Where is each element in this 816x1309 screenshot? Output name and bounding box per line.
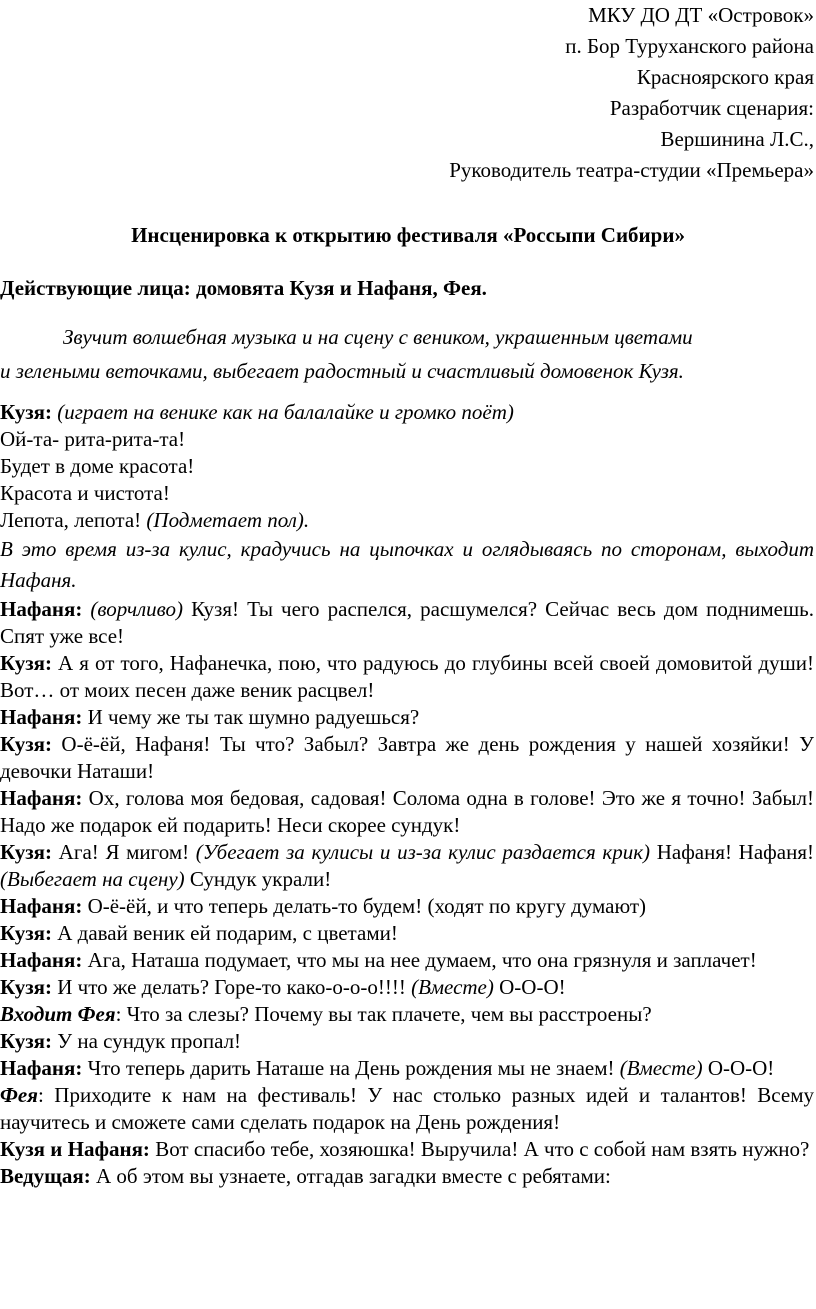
dialogue-text: Кузя! Ты чего распелся, расшумелся? Сейчас весь дом поднимешь. Спят уже все!	[0, 597, 814, 648]
dialogue-text: Ох, голова моя бедовая, садовая! Солома одна в голове! Это же я точно! Забыл! Надо же подарок ей подарить! Неси скорее сундук!	[0, 786, 814, 837]
script-line	[0, 1082, 814, 1136]
dialogue-text: А давай веник ей подарим, с цветами!	[52, 921, 398, 945]
speaker-name: Кузя и Нафаня:	[0, 1137, 150, 1161]
speaker-name: Кузя:	[0, 1029, 52, 1053]
script-line	[0, 1136, 814, 1163]
script-line	[0, 1001, 814, 1028]
header-line: п. Бор Туруханского района	[565, 34, 814, 58]
stage-direction: (Вместе)	[619, 1056, 703, 1080]
dialogue-text: О-ё-ёй, Нафаня! Ты что? Забыл? Завтра же день рождения у нашей хозяйки! У девочки Наташи!	[0, 732, 814, 783]
dialogue-text: : Что за слезы? Почему вы так плачете, чем вы расстроены?	[115, 1002, 652, 1026]
dialogue-text: О-О-О!	[493, 975, 566, 999]
dialogue-text: Ага! Я мигом!	[52, 840, 196, 864]
script-line	[0, 1163, 814, 1190]
dialogue-text: У на сундук пропал!	[52, 1029, 242, 1053]
speaker-name: Кузя:	[0, 921, 52, 945]
dialogue-text: Ага, Наташа подумает, что мы на нее думаем, что она грязнуля и заплачет!	[82, 948, 757, 972]
document-header	[449, 0, 814, 186]
stage-direction: (Подметает пол).	[146, 508, 310, 532]
cast-list: Действующие лица: домовята Кузя и Нафаня, Фея.	[0, 276, 487, 300]
header-line: Руководитель театра-студии «Премьера»	[449, 158, 814, 182]
header-line: Вершинина Л.С.,	[660, 127, 814, 151]
script-line	[0, 1055, 814, 1082]
stage-direction: (Вместе)	[411, 975, 494, 999]
stage-direction: (ворчливо)	[82, 597, 183, 621]
dialogue-text: О-О-О!	[702, 1056, 775, 1080]
speaker-name: Нафаня:	[0, 894, 83, 918]
speaker-name: Кузя:	[0, 840, 52, 864]
stage-direction: (играет на венике как на балалайке и громко поёт)	[52, 400, 514, 424]
speaker-name: Кузя:	[0, 732, 52, 756]
script-line	[0, 1028, 814, 1055]
speaker-name: Ведущая:	[0, 1164, 91, 1188]
song-line	[0, 507, 814, 534]
script-body	[0, 399, 814, 1190]
stage-direction-paragraph: В это время из-за кулис, крадучись на цыпочках и оглядываясь по сторонам, выходит Нафаня.	[0, 537, 814, 592]
speaker-name: Кузя:	[0, 400, 52, 424]
stage-direction: (Убегает за кулисы и из-за кулис раздается крик)	[195, 840, 651, 864]
speaker-name: Нафаня:	[0, 786, 83, 810]
script-line	[0, 785, 814, 839]
song-line: Ой-та- рита-рита-та!	[0, 427, 186, 451]
script-line	[0, 596, 814, 650]
script-line	[0, 893, 814, 920]
dialogue-text: Нафаня! Нафаня!	[650, 840, 814, 864]
dialogue-text: Сундук украли!	[184, 867, 332, 891]
speaker-name: Кузя:	[0, 975, 52, 999]
header-line: Разработчик сценария:	[609, 96, 814, 120]
song-text: Лепота, лепота!	[0, 508, 147, 532]
song-line: Будет в доме красота!	[0, 454, 195, 478]
header-line: МКУ ДО ДТ «Островок»	[588, 3, 814, 27]
dialogue-text: А об этом вы узнаете, отгадав загадки вместе с ребятами:	[90, 1164, 611, 1188]
dialogue-text: И чему же ты так шумно радуешься?	[82, 705, 420, 729]
stage-direction-line: и зелеными веточками, выбегает радостный и счастливый домовенок Кузя.	[0, 359, 684, 383]
dialogue-text: : Приходите к нам на фестиваль! У нас столько разных идей и талантов! Всему научитесь и сможете сами сделать подарок на День рождения!	[0, 1083, 814, 1134]
speaker-name: Кузя:	[0, 651, 52, 675]
song-line: Красота и чистота!	[0, 481, 170, 505]
script-line	[0, 399, 814, 426]
document-title: Инсценировка к открытию фестиваля «Россыпи Сибири»	[131, 223, 685, 247]
dialogue-text: Вот спасибо тебе, хозяюшка! Выручила! А что с собой нам взять нужно?	[149, 1137, 810, 1161]
header-line: Красноярского края	[636, 65, 814, 89]
opening-stage-direction	[0, 320, 812, 388]
speaker-name: Нафаня:	[0, 705, 83, 729]
script-line	[0, 704, 814, 731]
dialogue-text: О-ё-ёй, и что теперь делать-то будем! (ходят по кругу думают)	[82, 894, 647, 918]
speaker-name: Входит Фея	[0, 1002, 116, 1026]
stage-direction: (Выбегает на сцену)	[0, 867, 185, 891]
speaker-name: Нафаня:	[0, 1056, 83, 1080]
dialogue-text: А я от того, Нафанечка, пою, что радуюсь до глубины всей своей домовитой души! Вот… от моих песен даже веник расцвел!	[0, 651, 814, 702]
script-line	[0, 920, 814, 947]
script-line	[0, 839, 814, 893]
speaker-name: Фея	[0, 1083, 38, 1107]
stage-direction-line: Звучит волшебная музыка и на сцену с веником, украшенным цветами	[63, 325, 693, 349]
script-line	[0, 947, 814, 974]
script-line	[0, 731, 814, 785]
dialogue-text: Что теперь дарить Наташе на День рождения мы не знаем!	[82, 1056, 620, 1080]
script-line	[0, 650, 814, 704]
speaker-name: Нафаня:	[0, 948, 83, 972]
speaker-name: Нафаня:	[0, 597, 83, 621]
dialogue-text: И что же делать? Горе-то како-о-о-о!!!!	[52, 975, 412, 999]
script-line	[0, 974, 814, 1001]
